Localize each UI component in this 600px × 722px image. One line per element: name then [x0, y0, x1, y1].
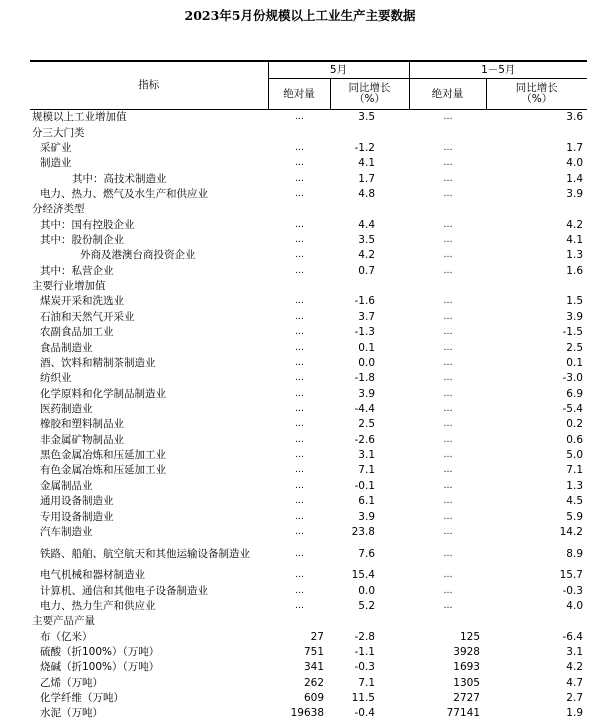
ytd-absolute-cell: …	[443, 419, 452, 430]
ytd-absolute-cell: 2727	[453, 692, 480, 705]
table-row	[30, 356, 587, 371]
may-yoy-cell: 7.6	[358, 547, 375, 560]
row-label: 电气机械和器材制造业	[40, 569, 145, 582]
may-yoy-cell: -0.4	[354, 707, 375, 720]
may-yoy-cell: -1.2	[354, 141, 375, 154]
row-label: 通用设备制造业	[40, 495, 114, 508]
ytd-absolute-cell: 77141	[446, 707, 480, 720]
section-row	[30, 125, 587, 140]
row-label: 烧碱（折100%）（万吨）	[40, 661, 160, 674]
ytd-absolute-cell	[409, 279, 486, 294]
may-absolute-cell: …	[295, 480, 303, 491]
ytd-yoy-cell: 2.5	[566, 341, 583, 354]
may-absolute-cell: …	[295, 570, 303, 581]
ytd-absolute-cell: …	[443, 342, 452, 353]
may-absolute-cell: …	[295, 142, 303, 153]
table-row	[30, 479, 587, 494]
may-absolute-cell: 751	[303, 646, 324, 659]
may-absolute-cell: …	[295, 265, 303, 276]
may-absolute-cell	[268, 279, 330, 294]
yoy-line2: （%）	[354, 93, 385, 105]
may-yoy-cell: 1.7	[358, 172, 375, 185]
row-label: 金属制品业	[40, 479, 93, 492]
ytd-absolute-cell	[409, 202, 486, 217]
ytd-absolute-cell: …	[443, 373, 452, 384]
row-label: 乙烯（万吨）	[40, 676, 103, 689]
may-yoy-cell	[330, 614, 409, 629]
may-absolute-cell	[268, 202, 330, 217]
ytd-yoy-cell: 7.1	[566, 464, 583, 477]
ytd-yoy-cell: 1.6	[566, 264, 583, 277]
row-label: 其中：股份制企业	[40, 234, 124, 247]
section-row	[30, 110, 587, 126]
ytd-yoy-cell	[486, 614, 587, 629]
row-label: 分三大门类	[32, 126, 85, 139]
row-label: 规模以上工业增加值	[32, 111, 127, 124]
ytd-yoy-cell: -6.4	[562, 630, 583, 643]
row-label: 制造业	[40, 157, 72, 170]
ytd-absolute-cell: …	[443, 235, 452, 246]
ytd-yoy-cell: 4.2	[566, 661, 583, 674]
table-body	[30, 110, 587, 722]
ytd-absolute-cell: …	[443, 188, 452, 199]
row-label: 其中：私营企业	[40, 264, 114, 277]
row-label: 黑色金属冶炼和压延加工业	[40, 449, 166, 462]
may-absolute-cell: …	[295, 112, 303, 123]
may-absolute-header: 绝对量	[268, 79, 330, 110]
table-row	[30, 568, 587, 583]
ytd-absolute-cell: …	[443, 496, 452, 507]
may-yoy-cell	[330, 125, 409, 140]
section-row	[30, 202, 587, 217]
ytd-absolute-cell: …	[443, 311, 452, 322]
table-row	[30, 402, 587, 417]
table-row	[30, 386, 587, 401]
may-yoy-cell: 3.7	[358, 310, 375, 323]
may-absolute-cell: …	[295, 311, 303, 322]
may-yoy-cell: -1.6	[354, 295, 375, 308]
may-yoy-cell: 4.2	[358, 249, 375, 262]
may-absolute-cell: …	[295, 496, 303, 507]
may-yoy-cell: 0.0	[358, 584, 375, 597]
table-row	[30, 676, 587, 691]
may-yoy-cell: -2.6	[354, 433, 375, 446]
may-yoy-cell: 2.5	[358, 418, 375, 431]
ytd-absolute-cell: …	[443, 142, 452, 153]
may-absolute-cell: …	[295, 526, 303, 537]
may-absolute-cell: …	[295, 327, 303, 338]
row-label: 专用设备制造业	[40, 510, 114, 523]
may-absolute-cell: …	[295, 373, 303, 384]
table-row	[30, 660, 587, 675]
ytd-yoy-cell: 1.7	[566, 141, 583, 154]
ytd-absolute-cell: …	[443, 112, 452, 123]
may-yoy-cell: 0.7	[358, 264, 375, 277]
ytd-absolute-cell: …	[443, 357, 452, 368]
row-label: 主要产品产量	[32, 615, 95, 628]
ytd-yoy-cell: 4.1	[566, 234, 583, 247]
may-absolute-cell: …	[295, 188, 303, 199]
may-yoy-cell	[330, 279, 409, 294]
yoy-line1: 同比增长	[348, 82, 391, 94]
row-label: 电力、热力生产和供应业	[40, 599, 156, 612]
may-absolute-cell: 609	[303, 692, 324, 705]
table-row	[30, 525, 587, 540]
table-row	[30, 583, 587, 598]
may-absolute-cell: …	[295, 250, 303, 261]
row-label: 其中：国有控股企业	[40, 218, 135, 231]
ytd-yoy-cell: 0.6	[566, 433, 583, 446]
may-absolute-cell: …	[295, 235, 303, 246]
ytd-yoy-cell: -0.3	[562, 584, 583, 597]
table-row	[30, 218, 587, 233]
may-yoy-cell: -0.3	[354, 661, 375, 674]
ytd-absolute-cell	[409, 614, 486, 629]
may-yoy-cell	[330, 202, 409, 217]
row-label: 其中：高技术制造业	[72, 172, 167, 185]
table-row	[30, 264, 587, 279]
ytd-absolute-cell: …	[443, 173, 452, 184]
ytd-absolute-cell: …	[443, 265, 452, 276]
ytd-yoy-cell: -1.5	[562, 326, 583, 339]
row-label: 化学纤维（万吨）	[40, 692, 124, 705]
may-absolute-cell: …	[295, 511, 303, 522]
may-absolute-cell: 341	[303, 661, 324, 674]
may-absolute-cell: …	[295, 600, 303, 611]
ytd-absolute-cell: …	[443, 219, 452, 230]
table-row	[30, 294, 587, 309]
may-absolute-cell: …	[295, 419, 303, 430]
ytd-yoy-cell: 14.2	[559, 525, 583, 538]
ytd-absolute-cell: 1305	[453, 676, 480, 689]
may-yoy-cell: 11.5	[351, 692, 375, 705]
ytd-absolute-cell: …	[443, 480, 452, 491]
may-yoy-cell: 4.1	[358, 157, 375, 170]
may-absolute-cell: …	[295, 548, 303, 559]
ytd-absolute-cell: …	[443, 450, 452, 461]
table-row	[30, 494, 587, 509]
may-yoy-cell: 7.1	[358, 464, 375, 477]
may-absolute-cell: …	[295, 158, 303, 169]
row-label: 水泥（万吨）	[40, 707, 103, 720]
row-label: 酒、饮料和精制茶制造业	[40, 356, 156, 369]
ytd-yoy-cell: 1.3	[566, 249, 583, 262]
ytd-absolute-cell: …	[443, 388, 452, 399]
row-label: 布（亿米）	[40, 630, 93, 643]
ytd-yoy-cell: 3.1	[566, 646, 583, 659]
indicator-header: 指标	[30, 61, 268, 110]
may-yoy-cell: 0.0	[358, 356, 375, 369]
table-row	[30, 417, 587, 432]
data-table	[30, 60, 587, 722]
may-absolute-cell: …	[295, 296, 303, 307]
may-yoy-cell: 3.5	[358, 234, 375, 247]
may-absolute-cell: …	[295, 434, 303, 445]
may-yoy-header	[330, 79, 409, 110]
ytd-yoy-cell: 0.2	[566, 418, 583, 431]
row-label: 主要行业增加值	[32, 280, 106, 293]
ytd-yoy-cell: -5.4	[562, 403, 583, 415]
may-yoy-cell: 3.9	[358, 387, 375, 400]
ytd-absolute-cell: …	[443, 434, 452, 445]
may-yoy-cell: 4.8	[358, 187, 375, 200]
ytd-absolute-cell: …	[443, 526, 452, 537]
ytd-absolute-cell: …	[443, 548, 452, 559]
may-absolute-cell: …	[295, 465, 303, 476]
may-yoy-cell: 15.4	[351, 569, 375, 582]
ytd-yoy-cell: 4.0	[566, 599, 583, 612]
ytd-absolute-cell: …	[443, 250, 452, 261]
may-yoy-cell: 3.9	[358, 510, 375, 523]
jan-may-header: 1－5月	[409, 61, 587, 79]
ytd-absolute-cell: …	[443, 296, 452, 307]
may-yoy-cell: 5.2	[358, 599, 375, 612]
ytd-yoy-cell: 2.7	[566, 692, 583, 705]
may-absolute-cell: …	[295, 342, 303, 353]
may-absolute-cell: 262	[303, 676, 324, 689]
may-yoy-cell: 0.1	[358, 341, 375, 354]
ytd-yoy-cell	[486, 125, 587, 140]
row-label: 化学原料和化学制品制造业	[40, 387, 166, 400]
table-row	[30, 156, 587, 171]
section-row	[30, 279, 587, 294]
row-label: 外商及港澳台商投资企业	[80, 249, 196, 262]
may-yoy-cell: -2.8	[354, 630, 375, 643]
ytd-absolute-cell: …	[443, 158, 452, 169]
may-absolute-cell: …	[295, 388, 303, 399]
ytd-absolute-cell: 1693	[453, 661, 480, 674]
table-row	[30, 371, 587, 386]
may-absolute-cell: …	[295, 219, 303, 230]
row-label: 农副食品加工业	[40, 326, 114, 339]
row-label: 纺织业	[40, 372, 72, 385]
may-absolute-cell: …	[295, 404, 303, 414]
table-row	[30, 706, 587, 721]
ytd-yoy-cell: 5.0	[566, 449, 583, 462]
ytd-absolute-cell: …	[443, 327, 452, 338]
may-header: 5月	[268, 61, 409, 79]
row-label: 煤炭开采和洗选业	[40, 295, 124, 308]
may-absolute-cell: …	[295, 357, 303, 368]
may-yoy-cell: -1.1	[354, 646, 375, 659]
table-row	[30, 448, 587, 463]
ytd-yoy-cell: 4.0	[566, 157, 583, 170]
ytd-yoy-cell: 6.9	[566, 387, 583, 400]
page-title: 2023年5月份规模以上工业生产主要数据	[184, 8, 416, 23]
row-label: 硫酸（折100%）（万吨）	[40, 646, 160, 659]
table-row	[30, 187, 587, 202]
ytd-yoy-cell: 1.9	[566, 707, 583, 720]
table-row	[30, 645, 587, 660]
row-label: 石油和天然气开采业	[40, 310, 135, 323]
may-yoy-cell: -4.4	[354, 403, 375, 415]
ytd-yoy-cell	[486, 202, 587, 217]
table-row	[30, 630, 587, 645]
table-row	[30, 599, 587, 614]
yoy-line2: （%）	[521, 93, 553, 105]
may-absolute-cell	[268, 614, 330, 629]
ytd-absolute-cell: …	[443, 600, 452, 611]
row-label: 食品制造业	[40, 341, 93, 354]
may-absolute-cell: 27	[310, 630, 324, 643]
may-absolute-cell: …	[295, 585, 303, 596]
ytd-absolute-cell: …	[443, 511, 452, 522]
ytd-absolute-cell: …	[443, 570, 452, 581]
may-absolute-cell: …	[295, 173, 303, 184]
table-row	[30, 463, 587, 478]
table-row	[30, 171, 587, 186]
row-label: 铁路、船舶、航空航天和其他运输设备制造业	[40, 547, 250, 560]
ytd-absolute-cell: …	[443, 465, 452, 476]
may-absolute-cell	[268, 125, 330, 140]
table-row	[30, 340, 587, 355]
ytd-yoy-cell	[486, 279, 587, 294]
may-yoy-cell: 3.5	[358, 111, 375, 124]
may-yoy-cell: 4.4	[358, 218, 375, 231]
ytd-absolute-cell: 3928	[453, 646, 480, 659]
ytd-yoy-cell: 1.5	[566, 295, 583, 308]
ytd-yoy-cell: 5.9	[566, 510, 583, 523]
row-label: 计算机、通信和其他电子设备制造业	[40, 584, 208, 597]
ytd-yoy-cell: 1.4	[566, 172, 583, 185]
row-label: 医药制造业	[40, 403, 93, 415]
row-label: 汽车制造业	[40, 525, 93, 538]
may-yoy-cell: -1.3	[354, 326, 375, 339]
ytd-yoy-header	[486, 79, 587, 110]
row-label: 橡胶和塑料制品业	[40, 418, 124, 431]
ytd-yoy-cell: 3.9	[566, 310, 583, 323]
yoy-line1: 同比增长	[515, 82, 558, 94]
row-label: 非金属矿物制品业	[40, 433, 124, 446]
may-yoy-cell: 3.1	[358, 449, 375, 462]
table-row	[30, 310, 587, 325]
ytd-absolute-cell: …	[443, 585, 452, 596]
table-row	[30, 325, 587, 340]
ytd-yoy-cell: 4.7	[566, 676, 583, 689]
may-yoy-cell: 7.1	[358, 676, 375, 689]
may-absolute-cell: …	[295, 450, 303, 461]
ytd-absolute-cell	[409, 125, 486, 140]
ytd-yoy-cell: 3.9	[566, 187, 583, 200]
may-yoy-cell: 23.8	[351, 525, 375, 538]
table-row	[30, 248, 587, 263]
may-absolute-cell: 19638	[290, 707, 324, 720]
ytd-yoy-cell: 15.7	[559, 569, 583, 582]
may-yoy-cell: -0.1	[354, 479, 375, 492]
table-row	[30, 540, 587, 568]
ytd-absolute-header: 绝对量	[409, 79, 486, 110]
may-yoy-cell: -1.8	[354, 372, 375, 385]
ytd-yoy-cell: 8.9	[566, 547, 583, 560]
ytd-yoy-cell: -3.0	[562, 372, 583, 385]
row-label: 分经济类型	[32, 203, 85, 216]
table-row	[30, 141, 587, 156]
table-row	[30, 233, 587, 248]
ytd-yoy-cell: 1.3	[566, 479, 583, 492]
table-row	[30, 509, 587, 524]
section-row	[30, 614, 587, 629]
ytd-absolute-cell: …	[443, 404, 452, 414]
table-header	[30, 61, 587, 110]
table-row	[30, 433, 587, 448]
row-label: 电力、热力、燃气及水生产和供应业	[40, 187, 208, 200]
table-row	[30, 691, 587, 706]
may-yoy-cell: 6.1	[358, 495, 375, 508]
ytd-yoy-cell: 0.1	[566, 356, 583, 369]
ytd-yoy-cell: 3.6	[566, 111, 583, 124]
ytd-yoy-cell: 4.5	[566, 495, 583, 508]
ytd-absolute-cell: 125	[459, 630, 480, 643]
row-label: 采矿业	[40, 141, 72, 154]
ytd-yoy-cell: 4.2	[566, 218, 583, 231]
row-label: 有色金属冶炼和压延加工业	[40, 464, 166, 477]
